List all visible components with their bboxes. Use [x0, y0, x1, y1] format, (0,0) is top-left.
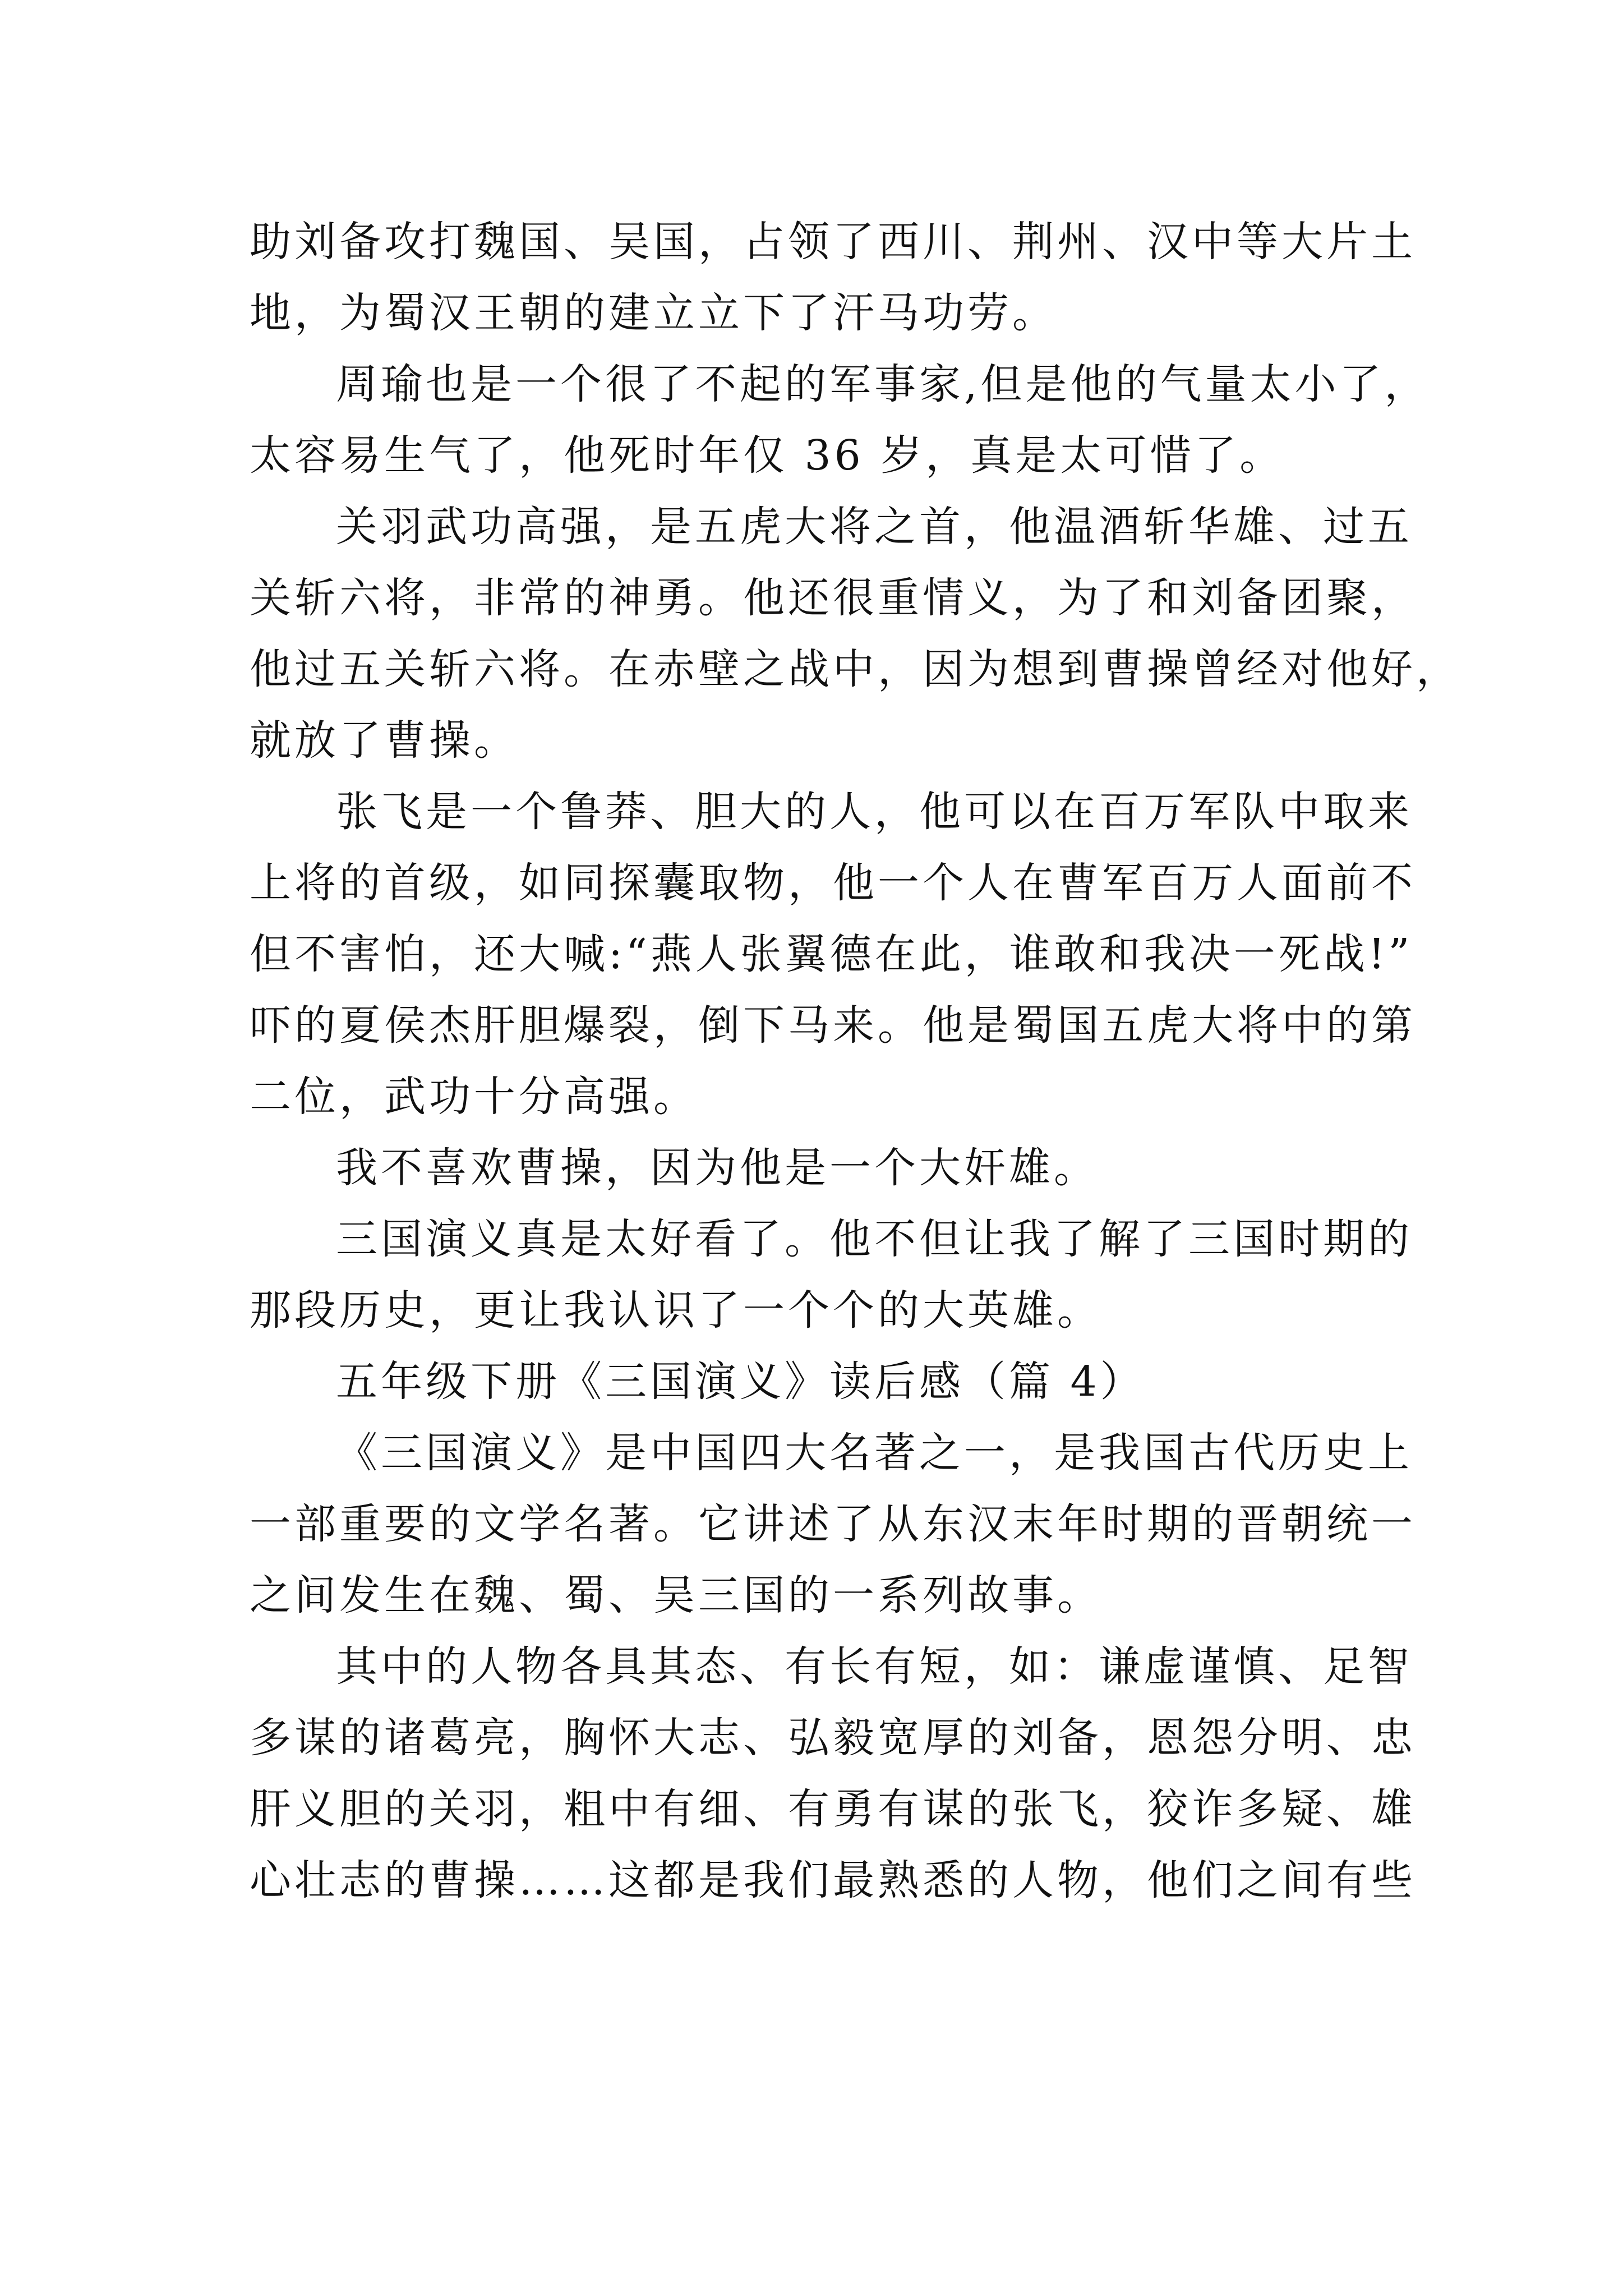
text-line: 三国演义真是太好看了。他不但让我了解了三国时期的	[336, 1215, 1413, 1263]
text-line: 之间发生在魏、蜀、吴三国的一系列故事。	[250, 1571, 1102, 1619]
text-line: 地，为蜀汉王朝的建立立下了汗马功劳。	[250, 289, 1057, 337]
text-line: 但不害怕，还大喊:“燕人张翼德在此，谁敢和我决一死战!”	[250, 930, 1413, 978]
text-line: 心壮志的曹操……这都是我们最熟悉的人物，他们之间有些	[250, 1856, 1416, 1904]
text-line: 二位，武功十分高强。	[250, 1073, 698, 1121]
text-line: 就放了曹操。	[250, 716, 519, 765]
text-line: 关斩六将，非常的神勇。他还很重情义，为了和刘备团聚，	[250, 574, 1416, 622]
text-line: 助刘备攻打魏国、吴国，占领了西川、荆州、汉中等大片土	[250, 218, 1416, 266]
text-line: 《三国演义》是中国四大名著之一，是我国古代历史上	[336, 1429, 1413, 1477]
text-line: 肝义胆的关羽，粗中有细、有勇有谋的张飞，狡诈多疑、雄	[250, 1785, 1416, 1833]
text-line: 其中的人物各具其态、有长有短，如：谦虚谨慎、足智	[336, 1642, 1413, 1691]
text-line: 我不喜欢曹操，因为他是一个大奸雄。	[336, 1144, 1099, 1192]
text-line: 周瑜也是一个很了不起的军事家,但是他的气量太小了，	[336, 360, 1430, 408]
text-line: 太容易生气了，他死时年仅 36 岁，真是太可惜了。	[250, 431, 1285, 480]
body-text	[250, 206, 1461, 1916]
text-line: 他过五关斩六将。在赤壁之战中，因为想到曹操曾经对他好，	[250, 645, 1461, 693]
text-line: 多谋的诸葛亮，胸怀大志、弘毅宽厚的刘备，恩怨分明、忠	[250, 1714, 1416, 1762]
section-heading: 五年级下册《三国演义》读后感（篇 4）	[336, 1358, 1145, 1406]
text-line: 那段历史，更让我认识了一个个的大英雄。	[250, 1286, 1102, 1335]
text-line: 关羽武功高强，是五虎大将之首，他温酒斩华雄、过五	[336, 503, 1413, 551]
text-line: 一部重要的文学名著。它讲述了从东汉末年时期的晋朝统一	[250, 1500, 1416, 1548]
text-line: 吓的夏侯杰肝胆爆裂，倒下马来。他是蜀国五虎大将中的第	[250, 1001, 1416, 1050]
text-line: 上将的首级，如同探囊取物，他一个人在曹军百万人面前不	[250, 859, 1416, 907]
text-line: 张飞是一个鲁莽、胆大的人，他可以在百万军队中取来	[336, 788, 1413, 836]
